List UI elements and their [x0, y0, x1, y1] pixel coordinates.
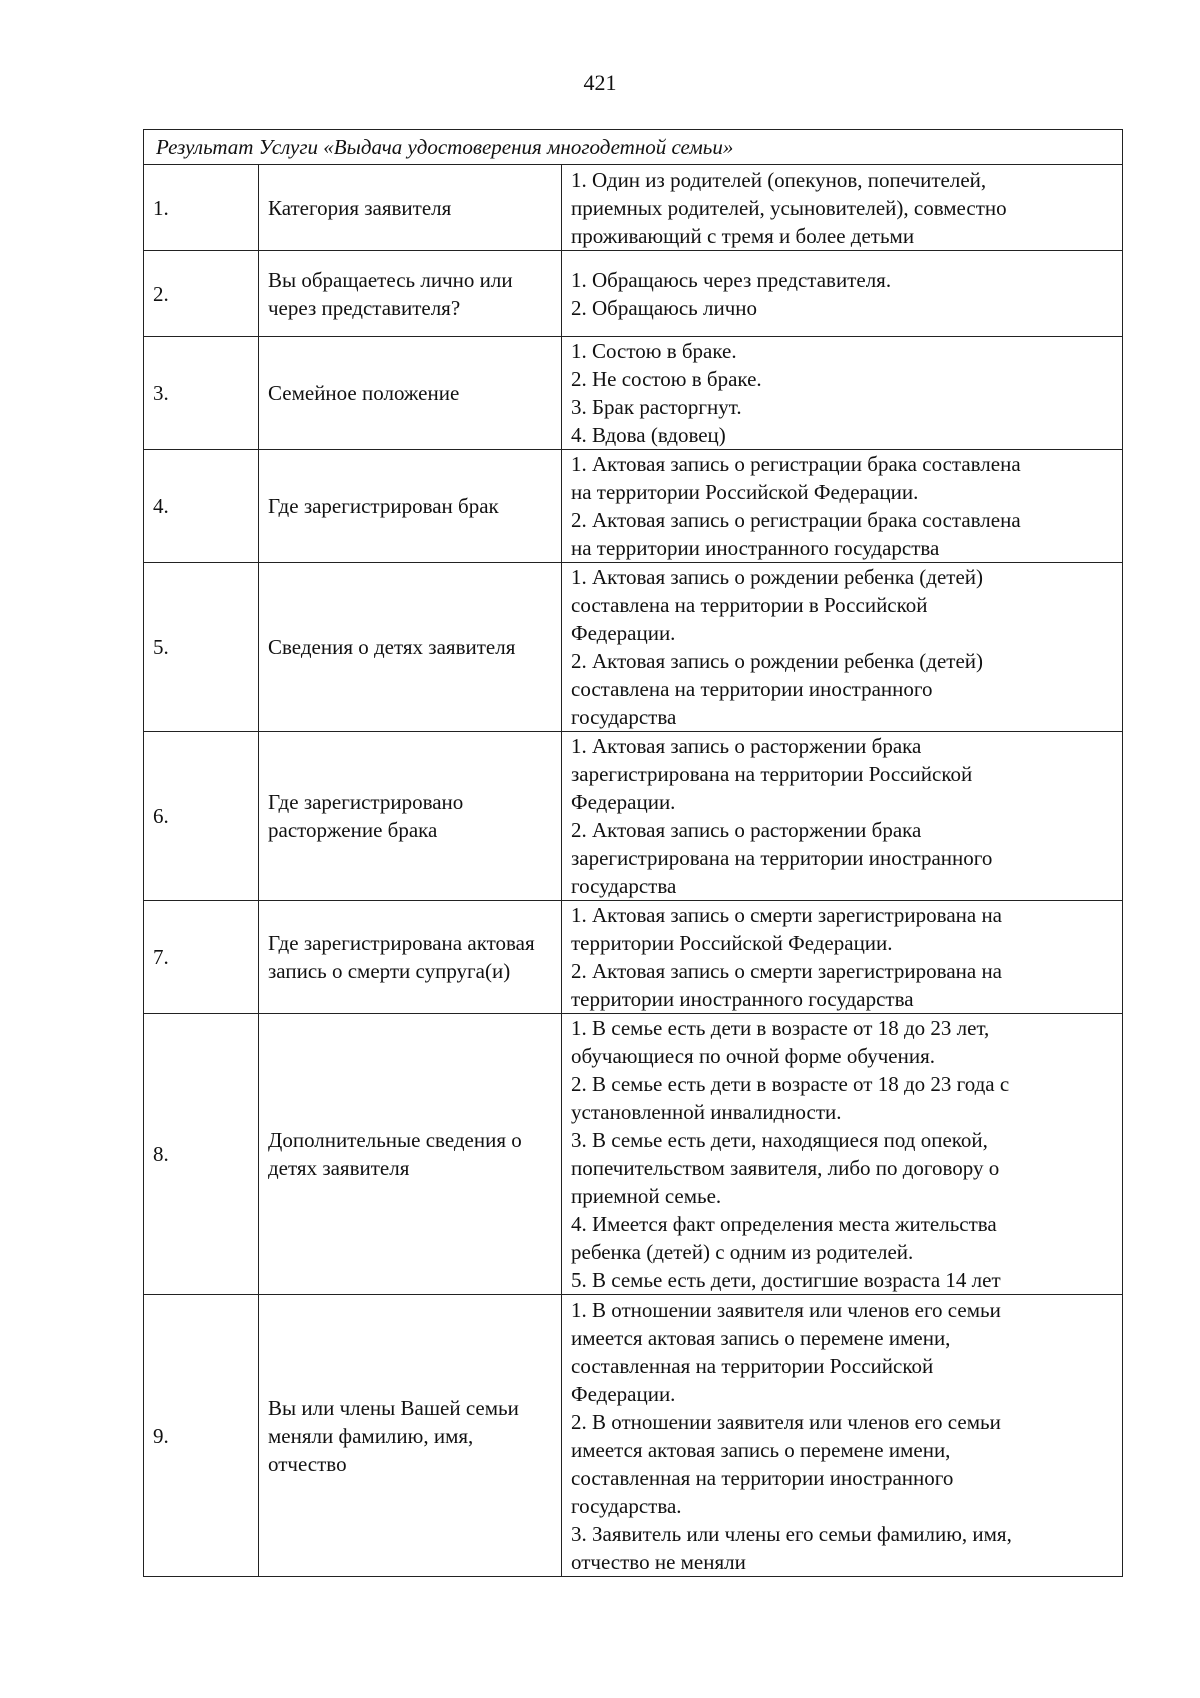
row-number: 4. — [144, 450, 259, 563]
answer-line: 2. Актовая запись о рождении ребенка (детей) — [571, 649, 984, 673]
row-answers — [562, 337, 1123, 450]
row-number: 3. — [144, 337, 259, 450]
answer-line: отчество не меняли — [571, 1549, 746, 1574]
answer-line: зарегистрирована на территории иностранного — [571, 846, 993, 870]
answer-line: 5. В семье есть дети, достигшие возраста 14 лет — [571, 1268, 1001, 1292]
row-answers — [562, 1295, 1123, 1577]
table-header: Результат Услуги «Выдача удостоверения многодетной семьи» — [144, 130, 1123, 165]
answer-line: составлена на территории в Российской — [571, 593, 928, 617]
row-number: 6. — [144, 732, 259, 901]
answer-line: Федерации. — [571, 790, 676, 814]
answer-line: 2. Обращаюсь лично — [571, 295, 758, 320]
answer-line: 1. Состою в браке. — [571, 339, 737, 363]
answer-line: обучающиеся по очной форме обучения. — [571, 1044, 935, 1068]
row-number: 1. — [144, 165, 259, 251]
answer-line: 1. В отношении заявителя или членов его семьи — [571, 1297, 1001, 1322]
answer-line: 1. В семье есть дети в возрасте от 18 до 23 лет, — [571, 1016, 990, 1040]
answer-line: 1. Актовая запись о рождении ребенка (детей) — [571, 565, 984, 589]
row-number: 7. — [144, 901, 259, 1014]
answer-line: на территории иностранного государства — [571, 536, 940, 560]
row-question: Где зарегистрирован брак — [259, 450, 562, 563]
answer-line: приемной семье. — [571, 1184, 722, 1208]
page-number: 421 — [583, 70, 617, 95]
row-number: 5. — [144, 563, 259, 732]
row-question: Дополнительные сведения о детях заявителя — [259, 1014, 562, 1295]
service-result-table — [143, 129, 1123, 1577]
answer-line: 1. Обращаюсь через представителя. — [571, 267, 892, 292]
row-question: Вы обращаетесь лично или через представителя? — [259, 251, 562, 337]
answer-line: 3. Заявитель или члены его семьи фамилию, имя, — [571, 1521, 1012, 1546]
table-row — [144, 732, 1123, 901]
row-number: 8. — [144, 1014, 259, 1295]
row-question: Сведения о детях заявителя — [259, 563, 562, 732]
answer-line: 2. Не состою в браке. — [571, 367, 762, 391]
row-answers — [562, 563, 1123, 732]
row-question: Где зарегистрирована актовая запись о смерти супруга(и) — [259, 901, 562, 1014]
row-answers — [562, 450, 1123, 563]
answer-line: государства — [571, 874, 677, 898]
answer-line: 4. Имеется факт определения места жительства — [571, 1212, 997, 1236]
answer-line: 2. Актовая запись о смерти зарегистрирована на — [571, 959, 1003, 983]
answer-line: Федерации. — [571, 1381, 676, 1406]
answer-line: приемных родителей, усыновителей), совместно — [571, 195, 1007, 220]
answer-line: установленной инвалидности. — [571, 1100, 842, 1124]
answer-line: на территории Российской Федерации. — [571, 480, 919, 504]
answer-line: зарегистрирована на территории Российской — [571, 762, 973, 786]
row-answers — [562, 251, 1123, 337]
answer-line: имеется актовая запись о перемене имени, — [571, 1325, 951, 1350]
answer-line: имеется актовая запись о перемене имени, — [571, 1437, 951, 1462]
table-row — [144, 1295, 1123, 1577]
row-answers — [562, 165, 1123, 251]
row-number: 2. — [144, 251, 259, 337]
table-row — [144, 450, 1123, 563]
answer-line: 3. Брак расторгнут. — [571, 395, 742, 419]
table-row — [144, 165, 1123, 251]
answer-line: 2. Актовая запись о регистрации брака составлена — [571, 508, 1021, 532]
answer-line: 2. Актовая запись о расторжении брака — [571, 818, 922, 842]
answer-line: государства. — [571, 1493, 682, 1518]
answer-line: попечительством заявителя, либо по договору о — [571, 1156, 1000, 1180]
row-number: 9. — [144, 1295, 259, 1577]
row-question: Категория заявителя — [259, 165, 562, 251]
answer-line: составленная на территории Российской — [571, 1353, 934, 1378]
answer-line: 2. В отношении заявителя или членов его семьи — [571, 1409, 1001, 1434]
table-header-row — [144, 130, 1123, 165]
table-row — [144, 251, 1123, 337]
row-answers — [562, 732, 1123, 901]
answer-line: составлена на территории иностранного — [571, 677, 933, 701]
table-row — [144, 901, 1123, 1014]
answer-line: 1. Актовая запись о расторжении брака — [571, 734, 922, 758]
answer-line: ребенка (детей) с одним из родителей. — [571, 1240, 914, 1264]
answer-line: 1. Один из родителей (опекунов, попечителей, — [571, 167, 987, 192]
table-row — [144, 1014, 1123, 1295]
answer-line: составленная на территории иностранного — [571, 1465, 954, 1490]
answer-line: территории Российской Федерации. — [571, 931, 893, 955]
row-answers — [562, 1014, 1123, 1295]
answer-line: территории иностранного государства — [571, 987, 914, 1011]
row-answers — [562, 901, 1123, 1014]
answer-line: 4. Вдова (вдовец) — [571, 423, 726, 447]
row-question: Где зарегистрировано расторжение брака — [259, 732, 562, 901]
answer-line: 1. Актовая запись о регистрации брака составлена — [571, 452, 1021, 476]
answer-line: Федерации. — [571, 621, 676, 645]
answer-line: государства — [571, 705, 677, 729]
row-question: Вы или члены Вашей семьи меняли фамилию, имя, отчество — [259, 1295, 562, 1577]
table-row — [144, 337, 1123, 450]
answer-line: 3. В семье есть дети, находящиеся под опекой, — [571, 1128, 988, 1152]
answer-line: 2. В семье есть дети в возрасте от 18 до 23 года с — [571, 1072, 1010, 1096]
answer-line: 1. Актовая запись о смерти зарегистрирована на — [571, 903, 1003, 927]
table-row — [144, 563, 1123, 732]
row-question: Семейное положение — [259, 337, 562, 450]
answer-line: проживающий с тремя и более детьми — [571, 223, 915, 248]
